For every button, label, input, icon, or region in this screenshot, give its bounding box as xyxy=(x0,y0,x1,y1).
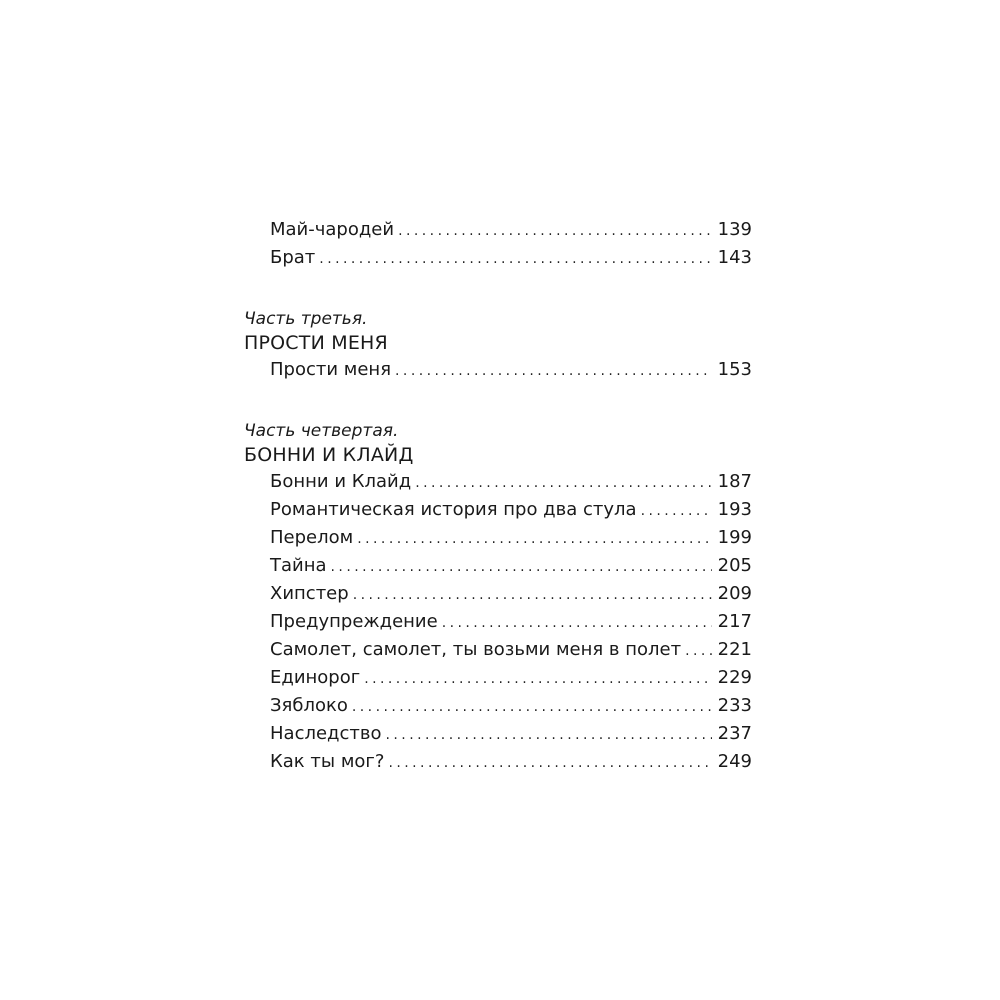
dot-leader xyxy=(415,469,711,497)
toc-entry-title: Самолет, самолет, ты возьми меня в полет xyxy=(270,639,682,660)
dot-leader xyxy=(319,245,711,273)
part-title: ПРОСТИ МЕНЯ xyxy=(244,332,388,354)
toc-entry-page: 249 xyxy=(717,751,752,772)
toc-entry[interactable] xyxy=(270,720,752,748)
dot-leader xyxy=(364,665,711,693)
toc-entry-page: 193 xyxy=(717,499,752,520)
toc-entry-title: Зяблоко xyxy=(270,695,348,716)
toc-group-continued xyxy=(244,216,752,272)
toc-entry-page: 229 xyxy=(717,667,752,688)
toc-entry-page: 199 xyxy=(717,527,752,548)
toc-part-three xyxy=(244,308,752,384)
toc-entry[interactable] xyxy=(270,636,752,664)
toc-entry[interactable] xyxy=(270,244,752,272)
toc-entry-title: Наследство xyxy=(270,723,382,744)
toc-entry[interactable] xyxy=(270,356,752,384)
toc-entry[interactable] xyxy=(270,748,752,776)
toc-entry-page: 209 xyxy=(717,583,752,604)
toc-entry[interactable] xyxy=(270,216,752,244)
toc-entry-title: Перелом xyxy=(270,527,354,548)
toc-entry-page: 153 xyxy=(717,359,752,380)
toc-entry-title: Предупреждение xyxy=(270,611,438,632)
toc-entry[interactable] xyxy=(270,692,752,720)
dot-leader xyxy=(331,553,712,581)
toc-entry-title: Май-чародей xyxy=(270,219,395,240)
dot-leader xyxy=(685,637,712,665)
toc-entry-page: 139 xyxy=(717,219,752,240)
part-title: БОННИ И КЛАЙД xyxy=(244,444,414,466)
dot-leader xyxy=(386,721,712,749)
toc-entry-title: Романтическая история про два стула xyxy=(270,499,637,520)
dot-leader xyxy=(352,693,712,721)
dot-leader xyxy=(353,581,712,609)
part-label: Часть третья. xyxy=(244,309,368,329)
table-of-contents xyxy=(244,216,752,776)
toc-entry-title: Прости меня xyxy=(270,359,392,380)
toc-entry[interactable] xyxy=(270,552,752,580)
toc-entry[interactable] xyxy=(270,468,752,496)
dot-leader xyxy=(442,609,712,637)
toc-entry-page: 143 xyxy=(717,247,752,268)
toc-entry-page: 233 xyxy=(717,695,752,716)
toc-entry-page: 187 xyxy=(717,471,752,492)
toc-entry[interactable] xyxy=(270,524,752,552)
toc-entry[interactable] xyxy=(270,580,752,608)
toc-entry[interactable] xyxy=(270,664,752,692)
toc-entry-page: 205 xyxy=(717,555,752,576)
dot-leader xyxy=(357,525,711,553)
toc-entry-page: 237 xyxy=(717,723,752,744)
dot-leader xyxy=(388,749,711,777)
toc-entry-title: Единорог xyxy=(270,667,361,688)
dot-leader xyxy=(641,497,712,525)
dot-leader xyxy=(398,217,712,245)
toc-entry-title: Как ты мог? xyxy=(270,751,385,772)
toc-entry-page: 221 xyxy=(717,639,752,660)
toc-part-four xyxy=(244,420,752,776)
part-label: Часть четвертая. xyxy=(244,421,399,441)
toc-entry[interactable] xyxy=(270,496,752,524)
toc-entry[interactable] xyxy=(270,608,752,636)
toc-entry-title: Тайна xyxy=(270,555,327,576)
toc-entry-page: 217 xyxy=(717,611,752,632)
dot-leader xyxy=(395,357,712,385)
toc-entry-title: Хипстер xyxy=(270,583,349,604)
toc-entry-title: Бонни и Клайд xyxy=(270,471,412,492)
toc-entry-title: Брат xyxy=(270,247,316,268)
